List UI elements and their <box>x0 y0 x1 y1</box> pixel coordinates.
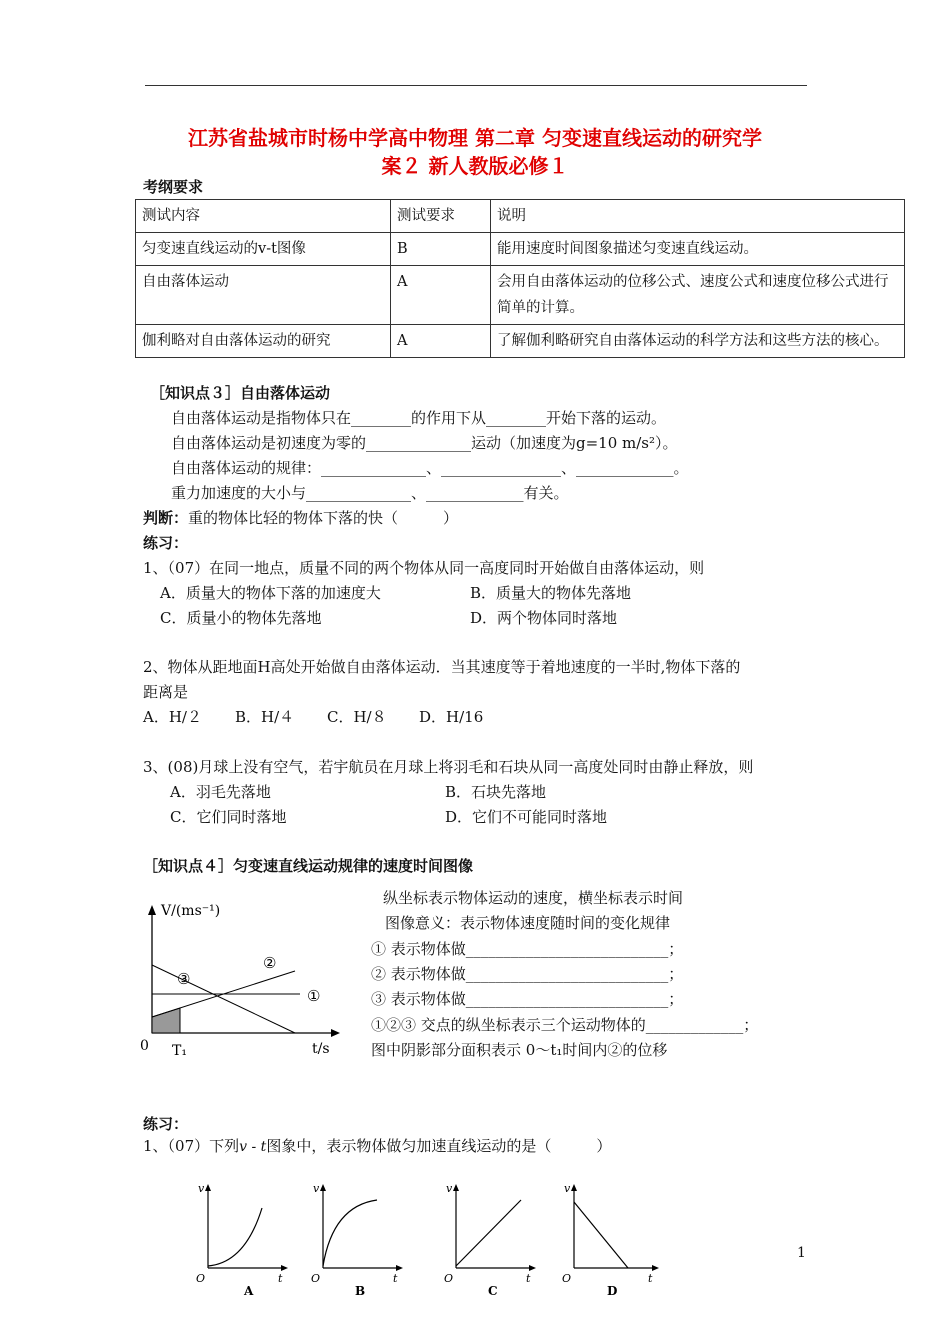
graph-b-t: t <box>393 1272 398 1285</box>
q2-stem-cont: 距离是 <box>143 683 189 701</box>
graph-b-curve <box>323 1200 377 1266</box>
q1-option-a: A．质量大的物体下落的加速度大 <box>160 584 381 602</box>
graph-d-label: D <box>607 1284 618 1298</box>
q1-option-b: B．质量大的物体先落地 <box>470 584 632 602</box>
x-axis-label: t/s <box>312 1041 330 1057</box>
graph-d-v: v <box>564 1182 571 1195</box>
practice2-label: 练习： <box>143 1115 189 1133</box>
kp3-line: 自由落体运动的规律：______________、________________、_____________。 <box>171 459 689 477</box>
q2-option-c: C．H/８ <box>327 708 387 726</box>
table-row <box>136 233 905 266</box>
graph-b-o: O <box>311 1272 321 1285</box>
q3-option-c: C．它们同时落地 <box>170 808 287 826</box>
kp4-line: ③ 表示物体做___________________________； <box>371 990 684 1008</box>
shaded-area <box>152 1008 180 1033</box>
y-axis-arrow <box>148 905 156 915</box>
line-2-label: ② <box>263 954 277 972</box>
table-cell: A <box>391 325 491 358</box>
q2-option-b: B．H/４ <box>235 708 295 726</box>
table-cell: A <box>391 266 491 325</box>
graph-c-o: O <box>444 1272 454 1285</box>
graph-c-label: C <box>488 1284 498 1298</box>
q3-option-a: A．羽毛先落地 <box>170 783 271 801</box>
q3-option-b: B．石块先落地 <box>445 783 547 801</box>
kp4-line: 图中阴影部分面积表示 0～t₁时间内②的位移 <box>371 1041 668 1059</box>
q3-option-d: D．它们不可能同时落地 <box>445 808 608 826</box>
graph-a-o: O <box>196 1272 206 1285</box>
kp3-heading: ［知识点３］自由落体运动 <box>150 384 331 402</box>
line-1-label: ① <box>307 987 321 1005</box>
table-cell: 能用速度时间图象描述匀变速直线运动。 <box>491 233 905 266</box>
page-number: 1 <box>797 1245 806 1261</box>
kp4-line: ② 表示物体做___________________________； <box>371 965 684 983</box>
q3-stem: 3、(08)月球上没有空气，若宇航员在月球上将羽毛和石块从同一高度处同时由静止释放，则 <box>143 758 754 776</box>
graph-b <box>305 1178 405 1300</box>
page-title-line2: 案２ 新人教版必修１ <box>381 154 569 178</box>
kp3-line: 自由落体运动是初速度为零的______________运动（加速度为g=10 m/s²）。 <box>171 434 678 452</box>
practice2-q1 <box>143 1135 611 1156</box>
q1-option-c: C．质量小的物体先落地 <box>160 609 322 627</box>
kp3-line: 自由落体运动是指物体只在________的作用下从________开始下落的运动。 <box>171 409 667 427</box>
header-rule <box>145 85 807 86</box>
practice2-q1-post: 图象中，表示物体做匀加速直线运动的是（ ） <box>266 1137 612 1155</box>
graph-a-t: t <box>278 1272 283 1285</box>
table-row <box>136 325 905 358</box>
judge-question <box>143 507 458 528</box>
graph-d-line <box>574 1202 628 1268</box>
q1-stem: 1、（07）在同一地点，质量不同的两个物体从同一高度同时开始做自由落体运动，则 <box>143 559 705 577</box>
q1-option-d: D．两个物体同时落地 <box>470 609 618 627</box>
table-header-cell: 测试要求 <box>391 200 491 233</box>
graph-c-v: v <box>446 1182 453 1195</box>
page-title-line1: 江苏省盐城市时杨中学高中物理 第二章 匀变速直线运动的研究学 <box>188 126 762 150</box>
table-cell: B <box>391 233 491 266</box>
q2-stem: 2、物体从距地面H高处开始做自由落体运动．当其速度等于着地速度的一半时,物体下落的 <box>143 658 741 676</box>
table-row <box>136 266 905 325</box>
graph-d-o: O <box>562 1272 572 1285</box>
table-header-cell: 说明 <box>491 200 905 233</box>
graph-b-v: v <box>313 1182 320 1195</box>
kp4-line: ①②③ 交点的纵坐标表示三个运动物体的_____________； <box>371 1016 759 1034</box>
q2-option-d: D．H/16 <box>419 708 484 726</box>
practice-label: 练习： <box>143 534 189 552</box>
graph-a-curve <box>208 1208 262 1266</box>
table-cell: 匀变速直线运动的v-t图像 <box>136 233 391 266</box>
t1-label: T₁ <box>172 1043 187 1059</box>
kp4-line: 纵坐标表示物体运动的速度，横坐标表示时间 <box>383 889 684 907</box>
graph-a-label: A <box>244 1284 254 1298</box>
kp4-line: ① 表示物体做___________________________； <box>371 940 684 958</box>
judge-label: 判断： <box>143 509 189 527</box>
kaogang-heading: 考纲要求 <box>143 178 204 196</box>
q2-option-a: A．H/２ <box>143 708 202 726</box>
graph-c-t: t <box>526 1272 531 1285</box>
x-axis-arrow <box>331 1029 340 1037</box>
table-header-row <box>136 200 905 233</box>
graph-d <box>556 1178 666 1300</box>
table-cell: 伽利略对自由落体运动的研究 <box>136 325 391 358</box>
table-cell: 了解伽利略研究自由落体运动的科学方法和这些方法的核心。 <box>491 325 905 358</box>
kp4-heading: ［知识点４］匀变速直线运动规律的速度时间图像 <box>143 857 474 875</box>
graph-c-line <box>456 1200 521 1266</box>
table-cell: 自由落体运动 <box>136 266 391 325</box>
graph-d-t: t <box>648 1272 653 1285</box>
line-3-label: ③ <box>177 970 191 988</box>
y-axis-label: V/(ms⁻¹) <box>161 903 221 919</box>
practice2-q1-pre: 1、（07）下列 <box>143 1137 240 1155</box>
practice2-q1-vt: v - t <box>239 1139 267 1155</box>
judge-text: 重的物体比轻的物体下落的快（ ） <box>188 509 459 527</box>
graph-a-v: v <box>198 1182 205 1195</box>
kp4-line: 图像意义：表示物体速度随时间的变化规律 <box>385 914 671 932</box>
kp3-line: 重力加速度的大小与______________、_____________有关。 <box>171 484 569 502</box>
table-header-cell: 测试内容 <box>136 200 391 233</box>
origin-label: 0 <box>140 1038 149 1054</box>
requirements-table <box>135 199 905 358</box>
table-cell: 会用自由落体运动的位移公式、速度公式和速度位移公式进行简单的计算。 <box>491 266 905 325</box>
vt-graph <box>130 895 360 1065</box>
graph-a <box>190 1178 290 1300</box>
graph-b-label: B <box>355 1284 366 1298</box>
graph-c <box>438 1178 538 1300</box>
